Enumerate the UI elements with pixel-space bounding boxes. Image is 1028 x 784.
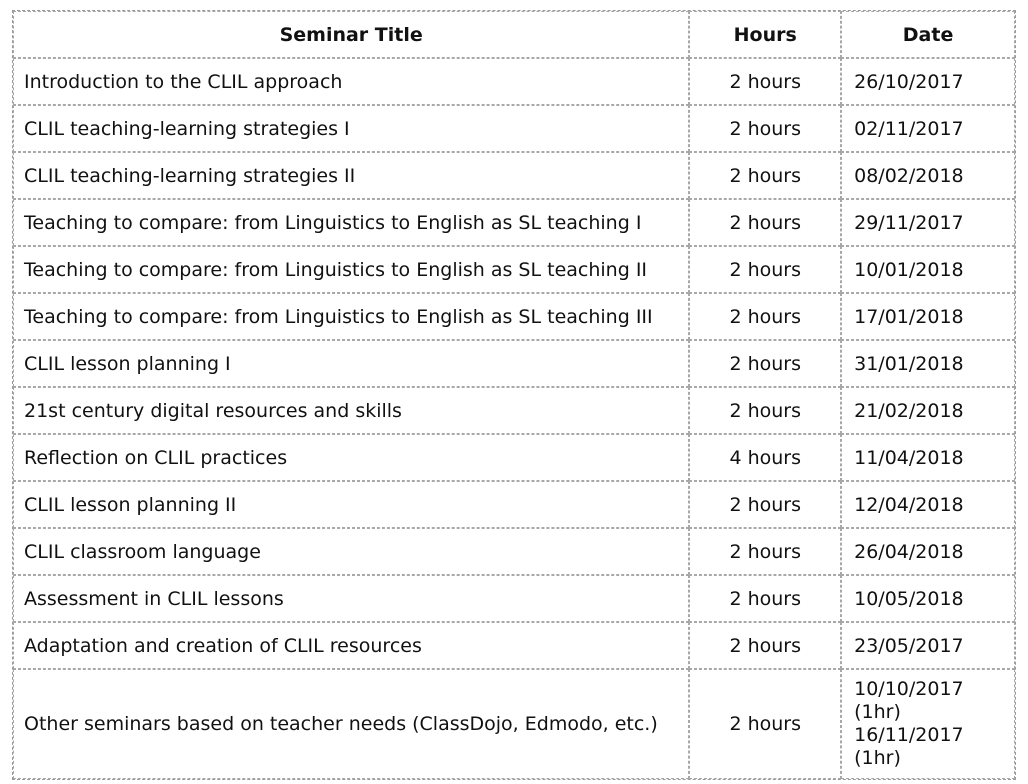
table-row [13, 575, 1015, 622]
table-row [13, 340, 1015, 387]
date-cell [841, 669, 1015, 779]
table-row [13, 246, 1015, 293]
date-cell: 10/01/2018 [841, 246, 1015, 293]
table-row [13, 434, 1015, 481]
hours-cell: 4 hours [689, 434, 841, 481]
table-row [13, 105, 1015, 152]
hours-cell: 2 hours [689, 481, 841, 528]
date-cell: 11/04/2018 [841, 434, 1015, 481]
hours-cell: 2 hours [689, 199, 841, 246]
hours-cell: 2 hours [689, 669, 841, 779]
table-row [13, 622, 1015, 669]
seminar-title-cell: CLIL lesson planning II [13, 481, 689, 528]
hours-cell: 2 hours [689, 340, 841, 387]
date-line: 16/11/2017 [854, 724, 964, 746]
seminar-title-cell: Assessment in CLIL lessons [13, 575, 689, 622]
seminar-title-cell: 21st century digital resources and skills [13, 387, 689, 434]
table-row [13, 58, 1015, 105]
date-cell: 26/10/2017 [841, 58, 1015, 105]
hours-cell: 2 hours [689, 622, 841, 669]
seminar-title-cell: CLIL teaching-learning strategies II [13, 152, 689, 199]
seminar-title-cell: Teaching to compare: from Linguistics to English as SL teaching II [13, 246, 689, 293]
hours-cell: 2 hours [689, 152, 841, 199]
date-line: (1hr) [854, 701, 901, 723]
seminar-title-cell: CLIL lesson planning I [13, 340, 689, 387]
seminar-title-cell: CLIL teaching-learning strategies I [13, 105, 689, 152]
table-row [13, 669, 1015, 779]
header-seminar-title: Seminar Title [13, 11, 689, 58]
seminar-title-cell: CLIL classroom language [13, 528, 689, 575]
hours-cell: 2 hours [689, 293, 841, 340]
seminar-title-cell: Reflection on CLIL practices [13, 434, 689, 481]
table-body [13, 58, 1015, 779]
date-cell: 12/04/2018 [841, 481, 1015, 528]
table-row [13, 387, 1015, 434]
hours-cell: 2 hours [689, 246, 841, 293]
date-cell: 10/05/2018 [841, 575, 1015, 622]
date-cell: 29/11/2017 [841, 199, 1015, 246]
hours-cell: 2 hours [689, 528, 841, 575]
seminar-table-container [12, 10, 1016, 780]
date-cell: 26/04/2018 [841, 528, 1015, 575]
table-row [13, 152, 1015, 199]
hours-cell: 2 hours [689, 387, 841, 434]
header-hours: Hours [689, 11, 841, 58]
hours-cell: 2 hours [689, 58, 841, 105]
date-line: (1hr) [854, 747, 901, 769]
seminar-table [12, 10, 1016, 780]
seminar-title-cell: Teaching to compare: from Linguistics to English as SL teaching III [13, 293, 689, 340]
table-row [13, 481, 1015, 528]
date-cell: 31/01/2018 [841, 340, 1015, 387]
date-cell: 17/01/2018 [841, 293, 1015, 340]
seminar-title-cell: Other seminars based on teacher needs (ClassDojo, Edmodo, etc.) [13, 669, 689, 779]
date-cell: 23/05/2017 [841, 622, 1015, 669]
table-row [13, 528, 1015, 575]
date-line: 10/10/2017 [854, 678, 964, 700]
date-cell: 02/11/2017 [841, 105, 1015, 152]
table-row [13, 293, 1015, 340]
seminar-title-cell: Teaching to compare: from Linguistics to English as SL teaching I [13, 199, 689, 246]
seminar-title-cell: Introduction to the CLIL approach [13, 58, 689, 105]
date-cell: 08/02/2018 [841, 152, 1015, 199]
table-row [13, 199, 1015, 246]
header-date: Date [841, 11, 1015, 58]
table-header-row [13, 11, 1015, 58]
date-cell: 21/02/2018 [841, 387, 1015, 434]
hours-cell: 2 hours [689, 575, 841, 622]
seminar-title-cell: Adaptation and creation of CLIL resources [13, 622, 689, 669]
hours-cell: 2 hours [689, 105, 841, 152]
